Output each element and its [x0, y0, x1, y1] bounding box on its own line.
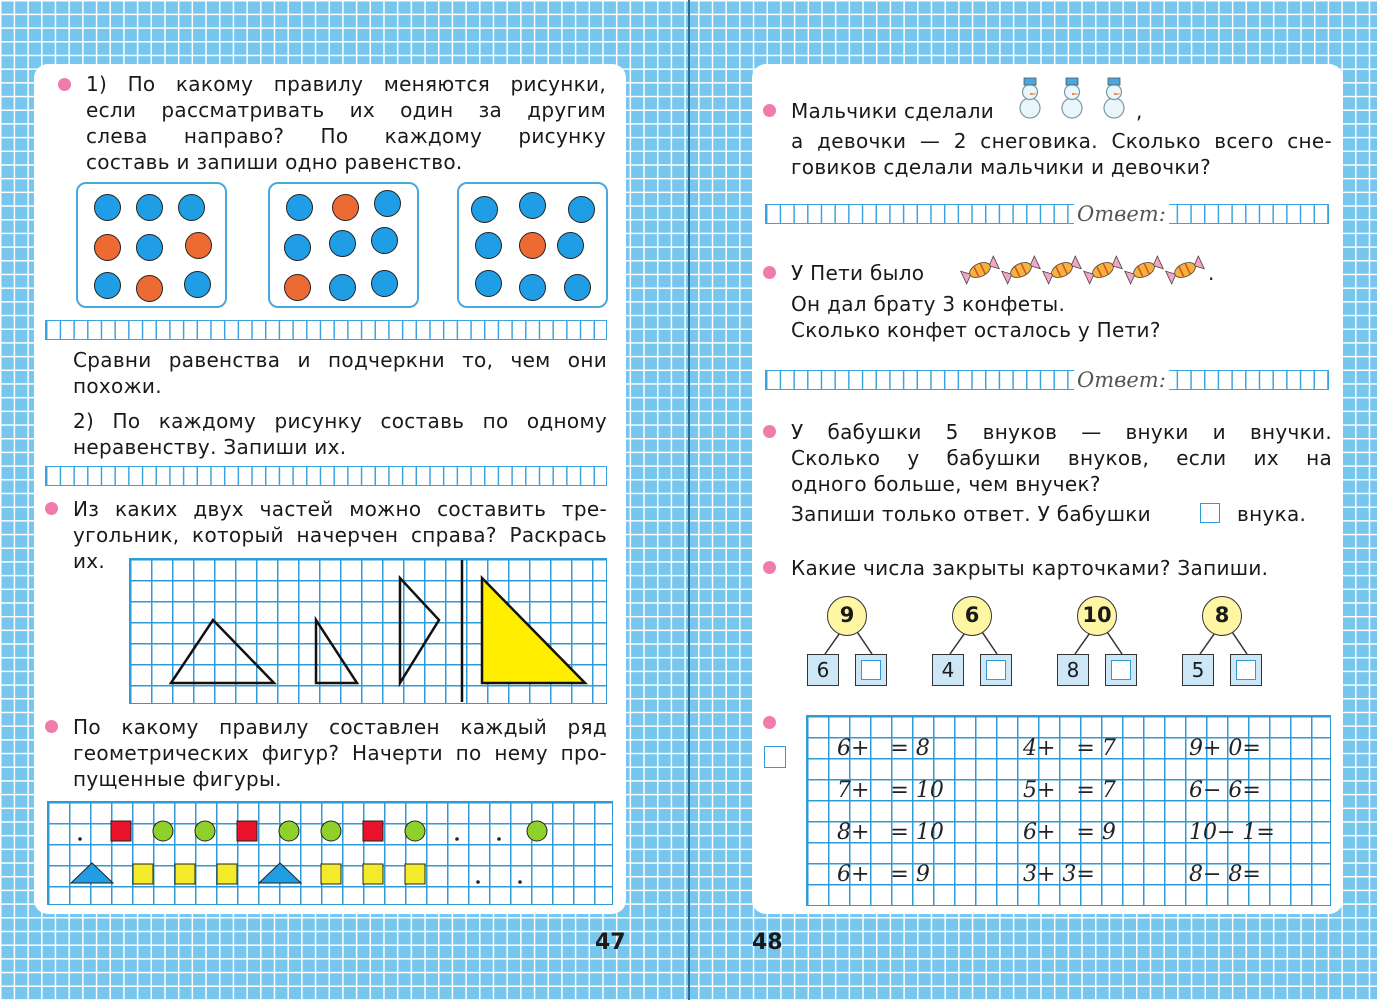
- blue-dot: [371, 270, 398, 297]
- answer-label: Ответ:: [1074, 204, 1169, 224]
- dot-mark: [497, 837, 501, 841]
- task-bullet: [58, 78, 71, 91]
- compare-line1: Сравни равенства и подчеркни то, чем они: [73, 348, 607, 372]
- blue-dot: [564, 274, 591, 301]
- orange-dot: [185, 232, 212, 259]
- dot-mark: [78, 837, 82, 841]
- answer-label: Ответ:: [1074, 370, 1169, 390]
- known-card: 5: [1182, 654, 1214, 686]
- known-card: 8: [1057, 654, 1089, 686]
- triangle-grid: [129, 558, 607, 704]
- orange-dot: [136, 275, 163, 302]
- yellow-square: [217, 864, 237, 884]
- green-circle: [527, 821, 547, 841]
- dot-picture-3: [457, 182, 608, 308]
- yellow-square: [363, 864, 383, 884]
- shapes-drawing: [47, 801, 613, 905]
- answer-strip[interactable]: [765, 204, 1329, 224]
- dot-picture-2: [268, 182, 419, 308]
- known-card: 6: [807, 654, 839, 686]
- checkbox-square[interactable]: [764, 746, 786, 768]
- candy-icon: [1043, 256, 1082, 284]
- blue-dot: [286, 194, 313, 221]
- task2-line1: Из каких двух частей можно составить тре-: [73, 497, 607, 521]
- equation: 5+ = 7: [1023, 778, 1116, 803]
- equations-grid: [806, 715, 1331, 906]
- candies-line2: Он дал брату 3 конфеты.: [791, 292, 1066, 316]
- candy-icon: [1166, 256, 1205, 284]
- orange-dot: [519, 232, 546, 259]
- green-circle: [405, 821, 425, 841]
- orange-dot: [284, 274, 311, 301]
- red-square: [363, 821, 383, 841]
- book-spine: [688, 0, 690, 1000]
- task-bullet: [763, 425, 776, 438]
- blue-triangle: [259, 863, 301, 883]
- dot-mark: [476, 880, 480, 884]
- equation: 8+ = 10: [837, 820, 944, 845]
- task-bullet: [763, 561, 776, 574]
- blue-dot: [475, 270, 502, 297]
- task3-line1: По какому правилу составлен каждый ряд: [73, 715, 607, 739]
- task1-line2: если рассматривать их один за другим: [86, 98, 606, 122]
- task-bullet: [763, 104, 776, 117]
- blue-dot: [568, 196, 595, 223]
- candy-icon: [1084, 256, 1123, 284]
- sum-circle: 8: [1202, 596, 1242, 636]
- snowmen-line1-comma: ,: [1136, 99, 1143, 123]
- yellow-square: [321, 864, 341, 884]
- hidden-card[interactable]: [855, 654, 887, 686]
- red-square: [237, 821, 257, 841]
- orange-dot: [94, 234, 121, 261]
- hidden-card[interactable]: [1230, 654, 1262, 686]
- grandma-line3: одного больше, чем внучек?: [791, 472, 1101, 496]
- blue-dot: [475, 232, 502, 259]
- green-circle: [279, 821, 299, 841]
- task-bullet: [763, 266, 776, 279]
- blue-dot: [136, 234, 163, 261]
- equation: 6+ = 8: [837, 736, 930, 761]
- triangle-outline: [316, 620, 357, 683]
- compare-line2: похожи.: [73, 374, 162, 398]
- task-bullet: [763, 716, 776, 729]
- candies-line3: Сколько конфет осталось у Пети?: [791, 318, 1161, 342]
- grandma-line1: У бабушки 5 внуков — внуки и внучки.: [791, 420, 1332, 444]
- answer-box[interactable]: [1200, 503, 1220, 523]
- dot-mark: [518, 880, 522, 884]
- right-page: [752, 64, 1343, 914]
- task3-line2: геометрических фигур? Начерти по нему про-: [73, 741, 607, 765]
- equation: 9+ 0=: [1189, 736, 1261, 761]
- candy-icon: [961, 256, 1000, 284]
- candy-icon: [1002, 256, 1041, 284]
- dot-mark: [455, 837, 459, 841]
- part2-line2: неравенству. Запиши их.: [73, 435, 347, 459]
- snowmen-line3: говиков сделали мальчики и девочки?: [791, 155, 1211, 179]
- triangles-drawing: [129, 558, 607, 704]
- yellow-square: [175, 864, 195, 884]
- task1-line3: слева направо? По каждому рисунку: [86, 124, 606, 148]
- blue-dot: [471, 196, 498, 223]
- task3-line3: пущенные фигуры.: [73, 767, 282, 791]
- dot-picture-1: [76, 182, 227, 308]
- equation: 4+ = 7: [1023, 736, 1116, 761]
- part2-line1: 2) По каждому рисунку составь по одному: [73, 409, 607, 433]
- known-card: 4: [932, 654, 964, 686]
- snowman-icon: [1062, 78, 1082, 118]
- page-number-right: 48: [752, 930, 783, 955]
- grandma-line4-b: внука.: [1237, 502, 1307, 526]
- snowmen-line2: а девочки — 2 снеговика. Сколько всего сне-: [791, 129, 1332, 153]
- grandma-line2: Сколько у бабушки внуков, если их на: [791, 446, 1332, 470]
- left-page: [34, 64, 626, 914]
- green-circle: [195, 821, 215, 841]
- green-circle: [153, 821, 173, 841]
- blue-dot: [178, 194, 205, 221]
- task1-line4: составь и запиши одно равенство.: [86, 150, 463, 174]
- blue-triangle: [71, 863, 113, 883]
- candies-line1: У Пети было: [791, 261, 925, 285]
- equation: 6+ = 9: [1023, 820, 1116, 845]
- snowmen-picture: [1014, 74, 1140, 122]
- answer-strip[interactable]: [45, 320, 607, 340]
- blue-dot: [371, 227, 398, 254]
- equation: 8− 8=: [1189, 862, 1261, 887]
- triangle-outline: [171, 620, 274, 683]
- candies-picture: [958, 252, 1214, 288]
- snowman-icon: [1104, 78, 1124, 118]
- blue-dot: [329, 230, 356, 257]
- sum-circle: 9: [827, 596, 867, 636]
- green-circle: [321, 821, 341, 841]
- equation: 6+ = 9: [837, 862, 930, 887]
- hidden-card[interactable]: [980, 654, 1012, 686]
- blue-dot: [136, 194, 163, 221]
- task2-line3: их.: [73, 549, 106, 573]
- hidden-card[interactable]: [1105, 654, 1137, 686]
- task-bullet: [45, 502, 58, 515]
- answer-strip[interactable]: [765, 370, 1329, 390]
- sum-circle: 6: [952, 596, 992, 636]
- equation: 6− 6=: [1189, 778, 1261, 803]
- snowmen-line1: Мальчики сделали: [791, 99, 995, 123]
- blue-dot: [374, 190, 401, 217]
- yellow-triangle: [482, 578, 585, 683]
- cards-line1: Какие числа закрыты карточками? Запиши.: [791, 556, 1269, 580]
- blue-dot: [94, 194, 121, 221]
- candy-icon: [1125, 256, 1164, 284]
- equation: 10− 1=: [1189, 820, 1275, 845]
- red-square: [111, 821, 131, 841]
- blue-dot: [519, 192, 546, 219]
- shapes-grid: [47, 801, 613, 905]
- triangle-outline: [400, 578, 439, 683]
- task1-line1: 1) По какому правилу меняются рисунки,: [86, 72, 606, 96]
- sum-circle: 10: [1077, 596, 1117, 636]
- orange-dot: [332, 194, 359, 221]
- blue-dot: [519, 274, 546, 301]
- task-bullet: [45, 720, 58, 733]
- grandma-line4-a: Запиши только ответ. У бабушки: [791, 502, 1151, 526]
- blue-dot: [329, 274, 356, 301]
- snowman-icon: [1020, 78, 1040, 118]
- yellow-square: [405, 864, 425, 884]
- page-number-left: 47: [595, 930, 626, 955]
- blue-dot: [184, 271, 211, 298]
- equation: 3+ 3=: [1023, 862, 1095, 887]
- answer-strip[interactable]: [45, 466, 607, 486]
- task2-line2: угольник, который начерчен справа? Раскрась: [73, 523, 607, 547]
- blue-dot: [284, 234, 311, 261]
- yellow-square: [133, 864, 153, 884]
- equation: 7+ = 10: [837, 778, 944, 803]
- candies-line1-period: .: [1208, 261, 1215, 285]
- blue-dot: [94, 272, 121, 299]
- blue-dot: [557, 232, 584, 259]
